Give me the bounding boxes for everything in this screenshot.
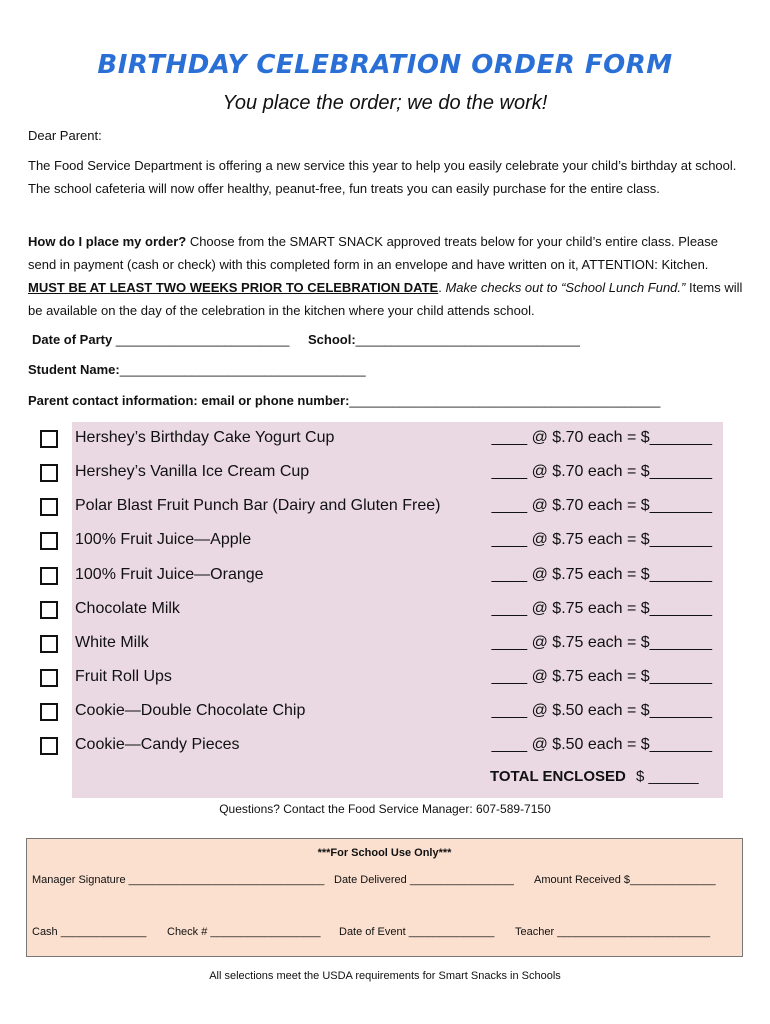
questions-contact: Questions? Contact the Food Service Manager: 607-589-7150	[219, 802, 551, 816]
order-item-row	[40, 631, 712, 661]
cash-field[interactable]: Cash ______________	[32, 926, 147, 938]
student-name-field[interactable]: Student Name:__________________________________	[28, 362, 366, 377]
item-name: 100% Fruit Juice—Apple	[75, 531, 252, 548]
item-price-line[interactable]: ____ @ $.70 each = $_______	[491, 429, 712, 446]
item-name: Hershey’s Birthday Cake Yogurt Cup	[75, 429, 335, 446]
item-checkbox[interactable]	[40, 635, 58, 653]
item-price-line[interactable]: ____ @ $.70 each = $_______	[491, 497, 712, 514]
date-delivered-field[interactable]: Date Delivered _________________	[334, 874, 514, 886]
order-item-row	[40, 597, 712, 627]
order-item-row	[40, 460, 712, 490]
total-amount-field[interactable]: $ ______	[636, 768, 699, 785]
check-number-field[interactable]: Check # __________________	[167, 926, 321, 938]
checks-text: Make checks out to “School Lunch Fund.”	[445, 280, 686, 295]
order-item-row	[40, 665, 712, 695]
date-of-party-field[interactable]: Date of Party ________________________	[32, 332, 290, 347]
intro-paragraph: The Food Service Department is offering a new service this year to help you easily celebrate your child’s birthday at school. The school cafeteria will now offer healthy, peanut-free, fun treats you can easily purchase for the entire class.	[28, 158, 737, 196]
parent-contact-field[interactable]: Parent contact information: email or phone number:___________________________________________	[28, 393, 661, 408]
deadline-text: MUST BE AT LEAST TWO WEEKS PRIOR TO CELEBRATION DATE	[28, 280, 439, 295]
school-use-panel	[26, 838, 743, 957]
item-price-line[interactable]: ____ @ $.75 each = $_______	[491, 668, 712, 685]
manager-signature-field[interactable]: Manager Signature ________________________________	[32, 874, 325, 886]
item-name: Chocolate Milk	[75, 600, 180, 617]
how-label: How do I place my order?	[28, 234, 187, 249]
how-text: Choose from the SMART SNACK approved treats below for your child’s entire class. Please send in payment (cash or check) with this completed form in an envelope and have written on it, ATTENTION: Kitchen.	[28, 234, 719, 272]
item-checkbox[interactable]	[40, 601, 58, 619]
item-price-line[interactable]: ____ @ $.50 each = $_______	[491, 736, 712, 753]
item-checkbox[interactable]	[40, 532, 58, 550]
item-checkbox[interactable]	[40, 498, 58, 516]
school-field[interactable]: School:_______________________________	[308, 332, 580, 347]
availability-text: Items will be available on the day of the celebration in the kitchen where your child attends school.	[28, 280, 743, 318]
total-label: TOTAL ENCLOSED	[490, 768, 626, 785]
item-name: 100% Fruit Juice—Orange	[75, 566, 264, 583]
school-use-heading: ***For School Use Only***	[317, 847, 452, 859]
item-name: Fruit Roll Ups	[75, 668, 172, 685]
item-name: Cookie—Candy Pieces	[75, 736, 240, 753]
item-checkbox[interactable]	[40, 737, 58, 755]
item-price-line[interactable]: ____ @ $.75 each = $_______	[491, 600, 712, 617]
page-title: BIRTHDAY CELEBRATION ORDER FORM	[97, 50, 673, 80]
item-checkbox[interactable]	[40, 464, 58, 482]
item-name: Polar Blast Fruit Punch Bar (Dairy and Gluten Free)	[75, 497, 441, 514]
teacher-field[interactable]: Teacher _________________________	[515, 926, 711, 938]
item-price-line[interactable]: ____ @ $.50 each = $_______	[491, 702, 712, 719]
order-item-row	[40, 528, 712, 558]
order-item-row	[40, 733, 712, 763]
order-item-row	[40, 563, 712, 593]
item-name: White Milk	[75, 634, 149, 651]
item-name: Hershey’s Vanilla Ice Cream Cup	[75, 463, 310, 480]
item-checkbox[interactable]	[40, 703, 58, 721]
order-item-row	[40, 494, 712, 524]
item-name: Cookie—Double Chocolate Chip	[75, 702, 306, 719]
order-item-row	[40, 426, 712, 456]
item-checkbox[interactable]	[40, 567, 58, 585]
footer-note: All selections meet the USDA requirements for Smart Snacks in Schools	[209, 970, 561, 982]
amount-received-field[interactable]: Amount Received $______________	[534, 874, 716, 886]
item-checkbox[interactable]	[40, 669, 58, 687]
item-price-line[interactable]: ____ @ $.75 each = $_______	[491, 566, 712, 583]
item-price-line[interactable]: ____ @ $.75 each = $_______	[491, 531, 712, 548]
item-checkbox[interactable]	[40, 430, 58, 448]
order-item-row	[40, 699, 712, 729]
page-subtitle: You place the order; we do the work!	[222, 92, 548, 114]
item-price-line[interactable]: ____ @ $.70 each = $_______	[491, 463, 712, 480]
salutation: Dear Parent:	[28, 128, 102, 143]
instructions-paragraph: How do I place my order? Choose from the SMART SNACK approved treats below for your child’s entire class. Please send in payment (cash or check) with this completed form in an envelope and have written on it, ATTENTION: Kitchen. MUST BE AT LEAST TWO WEEKS PRIOR TO CELEBRATION DATE. Make checks out to “School Lunch Fund.” Items will be available on the day of the celebration in the kitchen where your child attends school.	[28, 234, 743, 318]
date-of-event-field[interactable]: Date of Event ______________	[339, 926, 495, 938]
item-price-line[interactable]: ____ @ $.75 each = $_______	[491, 634, 712, 651]
